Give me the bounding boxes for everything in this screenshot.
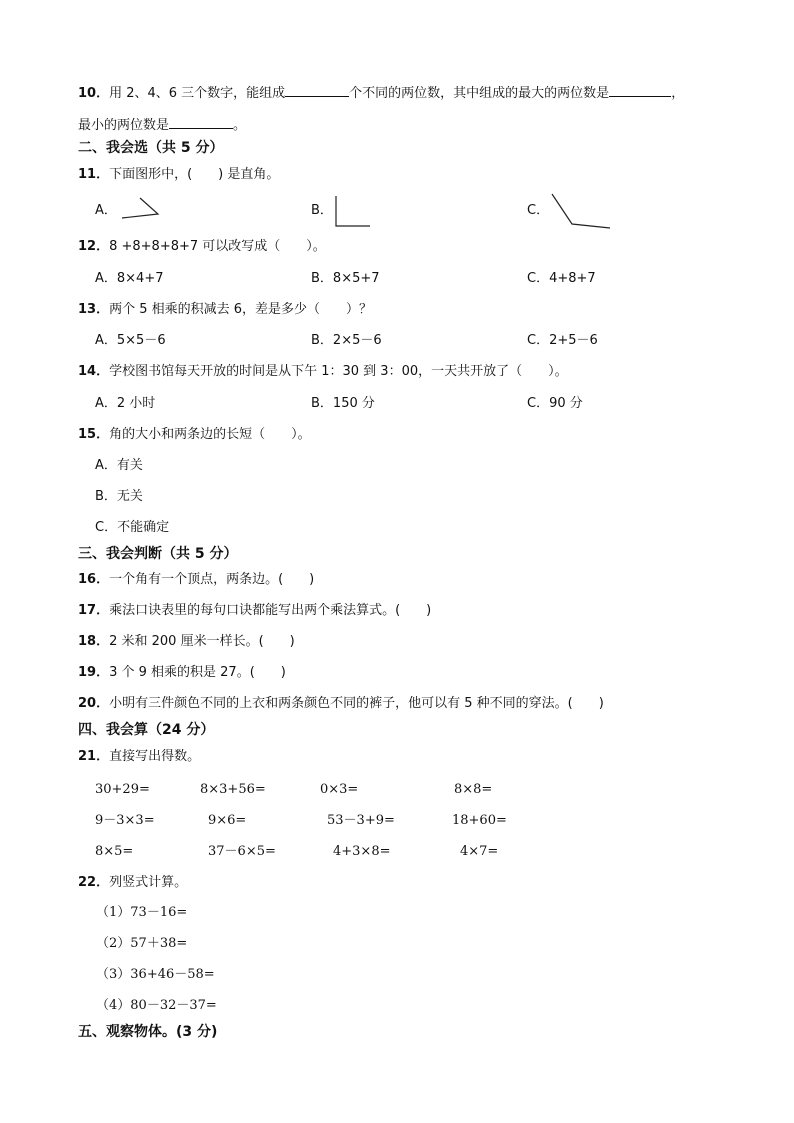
question-number: 22． [78, 875, 110, 890]
question-number: 20． [78, 696, 110, 711]
question-text: 2 米和 200 厘米一样长。( ) [109, 634, 295, 649]
question-11 [78, 167, 279, 183]
question-12 [78, 239, 326, 255]
calc-item: 37－6×5= [208, 844, 276, 859]
question-text: 两个 5 相乘的积减去 6，差是多少（ ）？ [109, 302, 373, 317]
question-text: 。 [233, 118, 247, 133]
question-number: 13． [78, 302, 110, 317]
section-title: 二、我会选（共 5 分） [78, 140, 224, 156]
question-text: 最小的两位数是 [78, 118, 170, 133]
option-a[interactable]: A．2 小时 [95, 396, 156, 411]
question-number: 19． [78, 665, 110, 680]
question-18 [78, 634, 295, 650]
section-title: 三、我会判断（共 5 分） [78, 546, 238, 562]
option-b[interactable]: B．无关 [95, 489, 143, 504]
section-title: 四、我会算（24 分） [78, 722, 215, 738]
calc-item: 53－3+9= [327, 813, 395, 828]
question-text: 3 个 9 相乘的积是 27。( ) [109, 665, 286, 680]
question-text: 下面图形中，( ) 是直角。 [109, 167, 280, 182]
question-text: 列竖式计算。 [109, 875, 188, 890]
calc-item: 9－3×3= [95, 813, 155, 828]
calc-item: 4×7= [460, 844, 499, 859]
calc-item: 8×8= [454, 782, 493, 797]
option-a[interactable]: A．8×4+7 [95, 271, 164, 286]
option-b[interactable]: B．150 分 [311, 396, 375, 411]
option-c[interactable]: C． [527, 203, 550, 218]
question-10-line2 [78, 116, 246, 134]
calc-item: 8×5= [95, 844, 134, 859]
question-text: 学校图书馆每天开放的时间是从下午 1：30 到 3：00，一天共开放了（ ）。 [109, 364, 568, 379]
option-b[interactable]: B．8×5+7 [311, 271, 380, 286]
answer-blank[interactable] [285, 84, 349, 97]
question-text: 角的大小和两条边的长短（ ）。 [109, 427, 311, 442]
question-text: 乘法口诀表里的每句口诀都能写出两个乘法算式。( ) [109, 603, 432, 618]
calc-item: 30+29= [95, 782, 150, 797]
question-number: 10． [78, 86, 110, 101]
question-14 [78, 364, 568, 380]
vertical-calc-item: （3）36+46－58= [96, 967, 215, 982]
calc-item: 8×3+56= [200, 782, 266, 797]
question-number: 15． [78, 427, 110, 442]
option-c[interactable]: C．4+8+7 [527, 271, 596, 286]
option-b[interactable]: B．2×5－6 [311, 333, 382, 348]
question-13 [78, 302, 372, 318]
vertical-calc-item: （4）80－32－37= [96, 998, 217, 1013]
question-text: 8 +8+8+8+7 可以改写成（ ）。 [109, 239, 326, 254]
question-text: ， [671, 86, 685, 101]
question-text: 个不同的两位数，其中组成的最大的两位数是 [349, 86, 610, 101]
option-c[interactable]: C．不能确定 [95, 520, 170, 535]
option-a[interactable]: A． [95, 203, 117, 218]
question-number: 17． [78, 603, 110, 618]
answer-blank[interactable] [169, 116, 233, 129]
question-20 [78, 696, 604, 712]
answer-blank[interactable] [609, 84, 671, 97]
question-10 [78, 84, 684, 102]
question-22 [78, 875, 187, 891]
angle-figure-a [120, 196, 162, 222]
question-number: 18． [78, 634, 110, 649]
option-b[interactable]: B． [311, 203, 333, 218]
vertical-calc-item: （1）73－16= [96, 905, 188, 920]
calc-item: 18+60= [452, 813, 507, 828]
question-number: 11． [78, 167, 110, 182]
vertical-calc-item: （2）57＋38= [96, 936, 188, 951]
question-17 [78, 603, 431, 619]
calc-item: 0×3= [320, 782, 359, 797]
calc-item: 4+3×8= [333, 844, 391, 859]
question-number: 14． [78, 364, 110, 379]
question-16 [78, 572, 314, 588]
right-angle-figure-b [334, 194, 374, 230]
option-a[interactable]: A．有关 [95, 458, 143, 473]
question-text: 一个角有一个顶点，两条边。( ) [109, 572, 315, 587]
question-number: 21． [78, 749, 110, 764]
option-c[interactable]: C．2+5－6 [527, 333, 598, 348]
question-text: 直接写出得数。 [109, 749, 201, 764]
question-text: 用 2、4、6 三个数字，能组成 [109, 86, 286, 101]
question-text: 小明有三件颜色不同的上衣和两条颜色不同的裤子，他可以有 5 种不同的穿法。( ) [109, 696, 604, 711]
option-a[interactable]: A．5×5－6 [95, 333, 166, 348]
question-number: 16． [78, 572, 110, 587]
question-21 [78, 749, 200, 765]
option-c[interactable]: C．90 分 [527, 396, 583, 411]
question-15 [78, 427, 311, 443]
angle-figure-c [550, 192, 614, 232]
question-19 [78, 665, 286, 681]
section-title: 五、观察物体。(3 分) [78, 1024, 218, 1040]
calc-item: 9×6= [208, 813, 247, 828]
question-number: 12． [78, 239, 110, 254]
